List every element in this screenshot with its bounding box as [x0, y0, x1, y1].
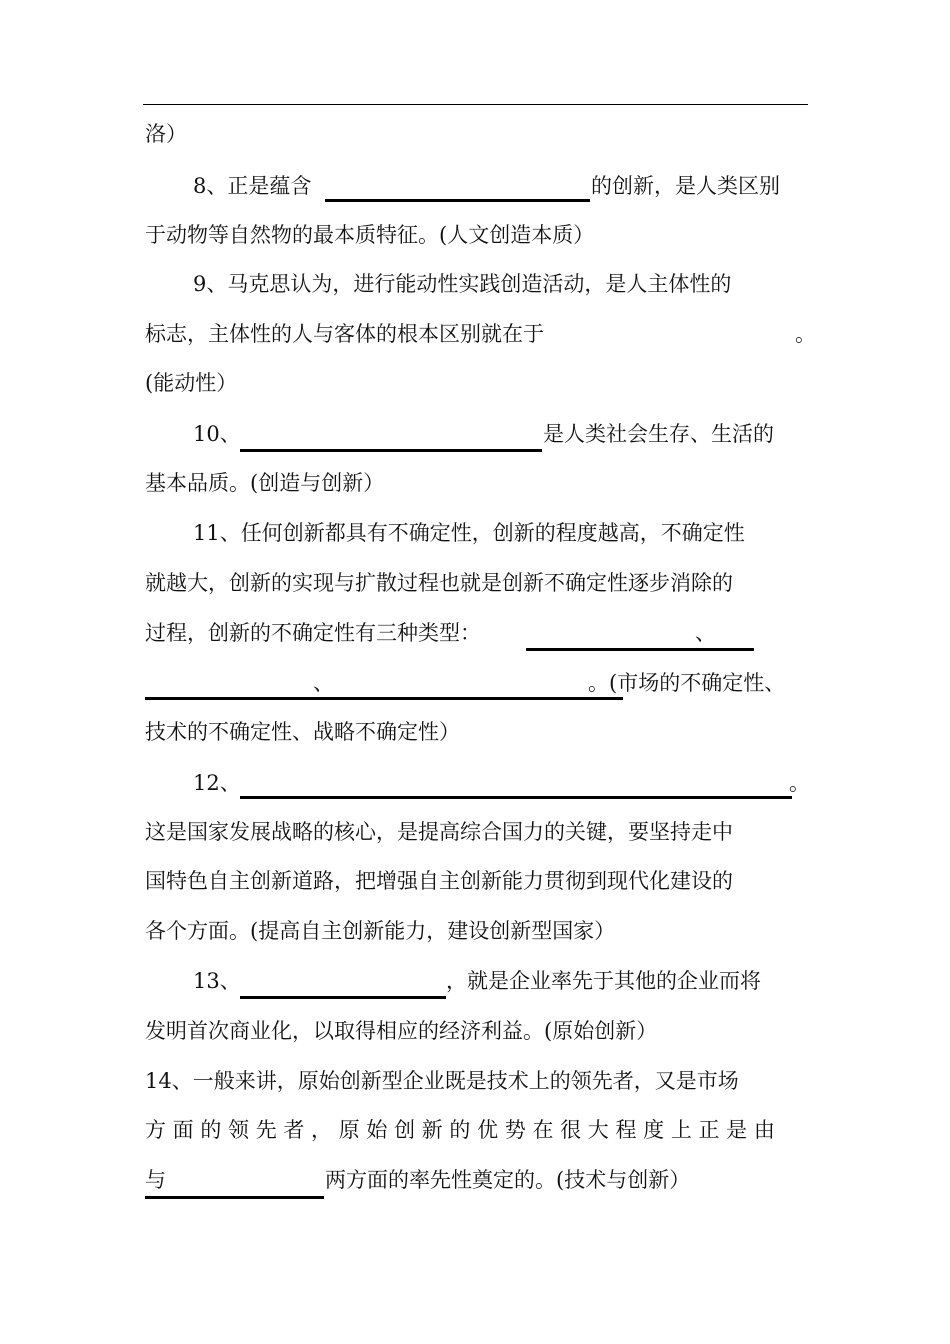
question-14-start: 14、一般来讲，原始创新型企业既是技术上的领先者，又是市场 — [145, 1069, 739, 1093]
header-rule — [143, 104, 808, 105]
question-10-end: 是人类社会生存、生活的 — [543, 422, 774, 446]
text-line: 技术的不确定性、战略不确定性） — [145, 720, 460, 744]
answer-blank-11a[interactable] — [526, 648, 754, 651]
text-punct: 。 — [789, 771, 810, 795]
answer-blank-14[interactable] — [145, 1196, 324, 1199]
answer-blank-11b[interactable] — [145, 697, 623, 700]
answer-blank-8[interactable] — [325, 199, 590, 202]
question-13-end: ，就是企业率先于其他的企业而将 — [446, 969, 761, 993]
answer-blank-13[interactable] — [240, 996, 446, 999]
question-10-start: 10、 — [193, 422, 241, 446]
text-line: 这是国家发展战略的核心，是提高综合国力的关键，要坚持走中 — [145, 820, 733, 844]
text-line: 。(市场的不确定性、 — [588, 671, 786, 695]
answer-blank-10[interactable] — [240, 449, 542, 452]
text-line: (能动性） — [145, 371, 238, 395]
text-line: 洛） — [145, 122, 187, 146]
question-8-start: 8、正是蕴含 — [193, 174, 312, 198]
text-line: 标志，主体性的人与客体的根本区别就在于 — [145, 322, 544, 346]
text-line: 方 面 的 领 先 者 ， 原 始 创 新 的 优 势 在 很 大 程 度 上 正 是 由 — [145, 1118, 775, 1142]
question-8-end: 的创新，是人类区别 — [591, 174, 780, 198]
text-line: 国特色自主创新道路，把增强自主创新能力贯彻到现代化建设的 — [145, 869, 733, 893]
text-punct: 、 — [695, 621, 716, 645]
question-14-end: 两方面的率先性奠定的。(技术与创新） — [325, 1168, 691, 1192]
text-line: 就越大，创新的实现与扩散过程也就是创新不确定性逐步消除的 — [145, 571, 733, 595]
text-line: 发明首次商业化，以取得相应的经济利益。(原始创新） — [145, 1019, 658, 1043]
text-line: 于动物等自然物的最本质特征。(人文创造本质） — [145, 223, 595, 247]
question-12-start: 12、 — [193, 771, 241, 795]
answer-blank-12[interactable] — [240, 796, 792, 799]
question-9-start: 9、马克思认为，进行能动性实践创造活动，是人主体性的 — [193, 272, 732, 296]
question-11-start: 11、任何创新都具有不确定性，创新的程度越高，不确定性 — [193, 521, 745, 545]
text-line: 过程，创新的不确定性有三种类型： — [145, 621, 481, 645]
text-punct: 。 — [795, 322, 816, 346]
question-13-start: 13、 — [193, 969, 241, 993]
text-line: 与 — [145, 1168, 166, 1192]
text-line: 各个方面。(提高自主创新能力，建设创新型国家） — [145, 919, 616, 943]
text-punct: 、 — [313, 671, 334, 695]
text-line: 基本品质。(创造与创新） — [145, 471, 385, 495]
